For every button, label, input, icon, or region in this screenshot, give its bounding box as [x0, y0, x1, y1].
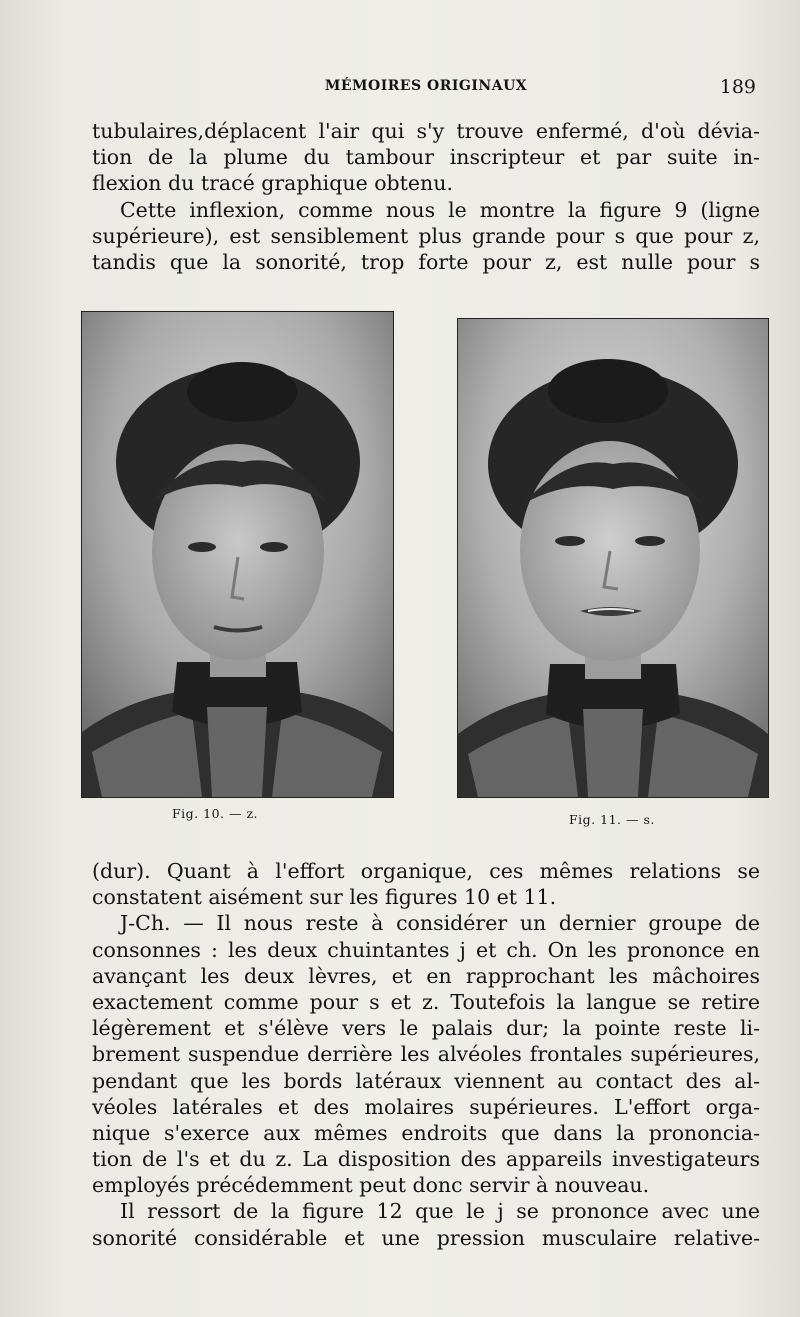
text-line: sonorité considérable et une pression musculaire relative-	[92, 1225, 760, 1250]
paragraph-top	[92, 118, 760, 275]
text-line: flexion du tracé graphique obtenu.	[92, 171, 453, 196]
text-line: Il ressort de la figure 12 que le j se prononce avec une	[120, 1199, 760, 1224]
text-line: J-Ch. — Il nous reste à considérer un dernier groupe de	[120, 911, 760, 936]
text-line: (dur). Quant à l'effort organique, ces mêmes relations se	[92, 859, 760, 883]
running-head	[92, 78, 760, 102]
figure-11-photo	[457, 318, 769, 798]
text-line: légèrement et s'élève vers le palais dur; la pointe reste li-	[92, 1016, 760, 1041]
portrait-s-image	[458, 319, 768, 797]
text-line: Cette inflexion, comme nous le montre la figure 9 (ligne	[120, 197, 760, 222]
text-line: supérieure), est sensiblement plus grande pour s que pour z,	[92, 223, 760, 248]
text-line: pendant que les bords latéraux viennent au contact des al-	[92, 1068, 760, 1093]
text-line: exactement comme pour s et z. Toutefois la langue se retire	[92, 989, 760, 1014]
text-line: avançant les deux lèvres, et en rapprochant les mâchoires	[92, 963, 760, 988]
text-line: tandis que la sonorité, trop forte pour z, est nulle pour s	[92, 249, 760, 274]
figure-11-caption: Fig. 11. — s.	[569, 812, 655, 827]
paragraph-bottom	[92, 858, 760, 1251]
text-line: employés précédemment peut donc servir à nouveau.	[92, 1173, 650, 1198]
text-line: tion de la plume du tambour inscripteur et par suite in-	[92, 145, 760, 170]
text-line: consonnes : les deux chuintantes j et ch. On les prononce en	[92, 937, 760, 962]
text-line: nique s'exerce aux mêmes endroits que dans la prononcia-	[92, 1120, 760, 1145]
text-line: véoles latérales et des molaires supérieures. L'effort orga-	[92, 1094, 760, 1119]
figure-10-photo	[81, 311, 394, 798]
figure-10-caption: Fig. 10. — z.	[172, 806, 259, 821]
text-line: brement suspendue derrière les alvéoles frontales supérieures,	[92, 1042, 760, 1067]
text-line: constatent aisément sur les figures 10 et 11.	[92, 885, 557, 910]
text-line: tion de l's et du z. La disposition des appareils investigateurs	[92, 1147, 760, 1172]
page-number: 189	[719, 76, 756, 98]
text-line: tubulaires,déplacent l'air qui s'y trouve enfermé, d'où dévia-	[92, 119, 760, 143]
portrait-z-image	[82, 312, 393, 797]
running-title: MÉMOIRES ORIGINAUX	[324, 78, 528, 94]
